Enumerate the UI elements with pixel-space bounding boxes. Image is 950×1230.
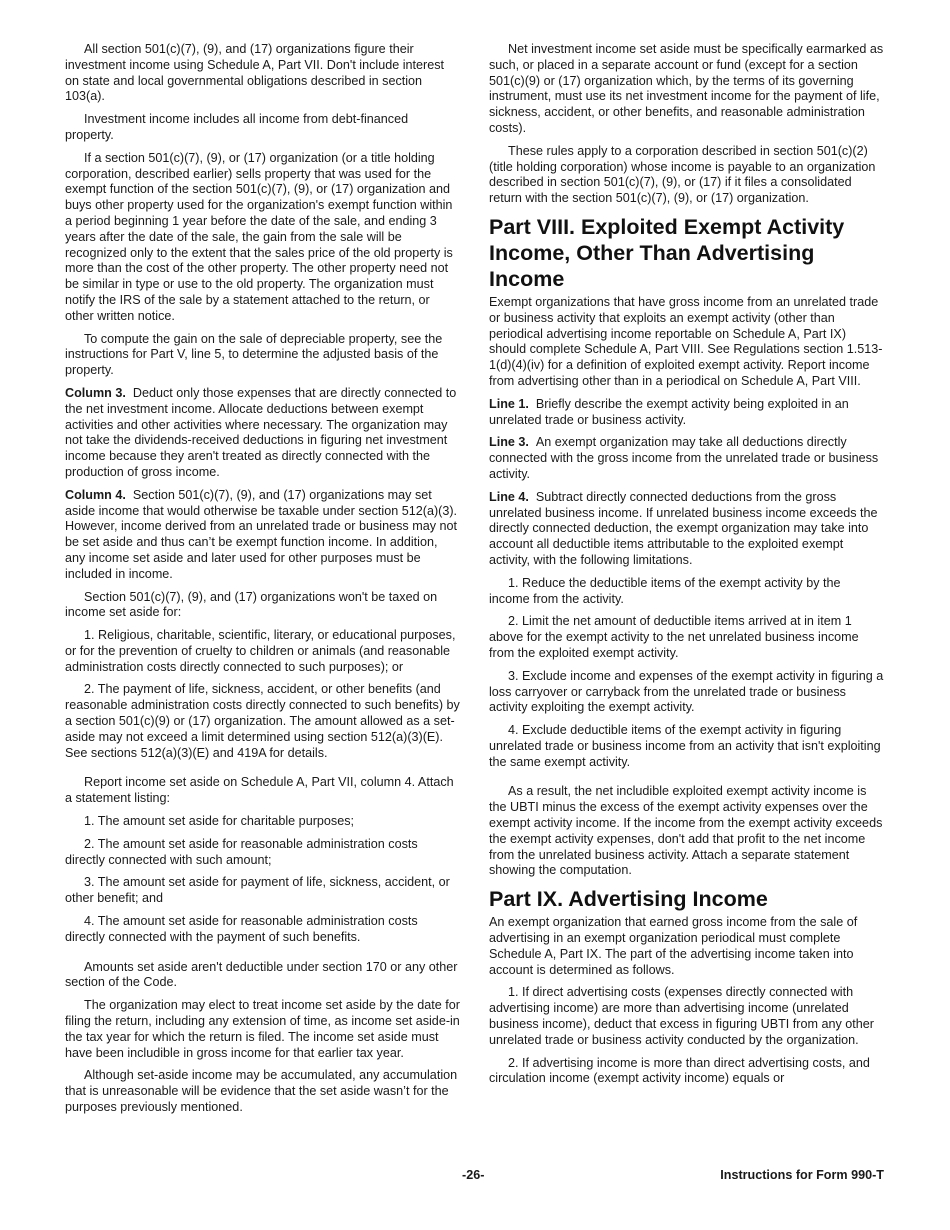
line-4-paragraph (489, 490, 884, 569)
list-item: 1. Religious, charitable, scientific, literary, or educational purposes, or for the prevention of cruelty to children or animals (and reasonable administration costs directly connected to such purposes); or (65, 628, 456, 674)
line-1-label: Line 1. (489, 396, 529, 411)
line-4-label: Line 4. (489, 489, 529, 504)
paragraph: Section 501(c)(7), (9), and (17) organizations won't be taxed on income set aside for: (65, 589, 438, 620)
list-item: 2. The payment of life, sickness, accident, or other benefits (and reasonable administration costs directly connected to such benefits) by a section 501(c)(9) or (17) organization. The amount allowed as a set-aside may not exceed a limit determined using section 512(a)(3)(E). See sections 512(a)(3)(E) and 419A for details. (65, 682, 460, 760)
list-item: 2. If advertising income is more than direct advertising costs, and circulation income (exempt activity income) equals or (489, 1055, 870, 1086)
list-item: 1. If direct advertising costs (expenses directly connected with advertising income) are more than advertising income (unrelated business income), deduct that excess in figuring UBTI from any other unrelated trade or business activity conducted by the organization. (489, 985, 874, 1047)
column-4-text: Section 501(c)(7), (9), and (17) organizations may set aside income that would otherwise be taxable under section 512(a)(3). However, income derived from an unrelated trade or business may not be set aside and thus can’t be exempt function income. In addition, any income set aside and later used for other purposes must be included in income. (65, 487, 458, 581)
paragraph: If a section 501(c)(7), (9), or (17) organization (or a title holding corporation, described earlier) sells property that was used for the exempt function of the section 501(c)(7), (9), or (17) organization and buys other property used for the organization's exempt function within a period beginning 1 year before the date of the sale, and ending 3 years after the date of the sale, the gain from the sale will be recognized only to the extent that the sales price of the old property is more than the cost of the other property. The other property need not be similar in type or use to the old property. The organization must notify the IRS of the sale by a statement attached to the return, or other written notice. (65, 150, 453, 323)
list-item: 2. The amount set aside for reasonable administration costs directly connected with such amount; (65, 836, 418, 867)
paragraph: All section 501(c)(7), (9), and (17) organizations figure their investment income using Schedule A, Part VII. Don't include interest on state and local governmental obligations described in section 103(a). (65, 42, 445, 104)
left-column (65, 42, 460, 1123)
part-ix-intro: An exempt organization that earned gross income from the sale of advertising in an exempt organization periodical must complete Schedule A, Part IX. The part of the advertising income taken into account is determined as follows. (489, 915, 858, 977)
column-3-label: Column 3. (65, 385, 126, 400)
paragraph: Net investment income set aside must be specifically earmarked as such, or placed in a separate account or fund (except for a section 501(c)(9) or (17) organization which, by the terms of its governing instrument, must use its net investment income for the payment of life, sickness, accident, or other benefits, and reasonable administration costs). (489, 42, 884, 135)
right-column (489, 42, 884, 1094)
part-viii-heading: Part VIII. Exploited Exempt Activity Income, Other Than Advertising Income (489, 214, 845, 291)
column-3-paragraph (65, 386, 460, 481)
list-item: 1. The amount set aside for charitable purposes; (84, 814, 354, 829)
part-viii-intro: Exempt organizations that have gross income from an unrelated trade or business activity that exploits an exempt activity (other than periodical advertising income reportable on Schedule A, Part IX) should complete Schedule A, Part VIII. See Regulations section 1.513-1(d)(4)(iv) for a definition of exploited exempt activity. Report income from advertising other than in a periodical on Schedule A, Part VIII. (489, 294, 883, 388)
list-item: 4. Exclude deductible items of the exempt activity in figuring unrelated trade or business income from an activity that isn't exploiting the same exempt activity. (489, 723, 881, 769)
paragraph: Amounts set aside aren't deductible under section 170 or any other section of the Code. (65, 959, 458, 990)
list-item: 3. The amount set aside for payment of life, sickness, accident, or other benefit; and (65, 875, 450, 906)
form-name: Instructions for Form 990-T (720, 1168, 884, 1182)
list-item: 2. Limit the net amount of deductible items arrived at in item 1 above for the exempt activity to the net unrelated business income from the exploited exempt activity. (489, 614, 859, 660)
paragraph: As a result, the net includible exploited exempt activity income is the UBTI minus the excess of the exempt activity expenses over the exempt activity income. If the income from the exempt activity exceeds the exempt activity expenses, don't add that profit to the net income from the unrelated business activity. Attach a separate statement showing the computation. (489, 784, 883, 878)
line-1-paragraph (489, 397, 884, 429)
column-4-paragraph (65, 488, 460, 583)
list-item: 3. Exclude income and expenses of the exempt activity in figuring a loss carryover or carryback from the unrelated trade or business activity exploiting the exempt activity. (489, 668, 884, 715)
paragraph: Investment income includes all income from debt-financed property. (65, 112, 409, 142)
paragraph: Although set-aside income may be accumulated, any accumulation that is unreasonable will be evidence that the set aside wasn’t for the purposes previously mentioned. (65, 1068, 458, 1115)
paragraph: The organization may elect to treat income set aside by the date for filing the return, including any extension of time, as income set aside-in the tax year for which the return is filed. The income set aside must have been includible in gross income for that earlier tax year. (65, 998, 460, 1060)
column-4-label: Column 4. (65, 487, 126, 502)
list-item: 4. The amount set aside for reasonable administration costs directly connected with the payment of such benefits. (65, 914, 418, 944)
line-1-text: Briefly describe the exempt activity being exploited in an unrelated trade or business activity. (489, 396, 849, 427)
paragraph: To compute the gain on the sale of depreciable property, see the instructions for Part V, line 5, to determine the adjusted basis of the property. (65, 331, 443, 378)
paragraph: These rules apply to a corporation described in section 501(c)(2) (title holding corporation) whose income is payable to an organization described in section 501(c)(7), (9), or (17) if it files a consolidated return with the section 501(c)(7), (9), or (17) organization. (489, 143, 876, 206)
line-3-paragraph (489, 435, 884, 482)
line-3-text: An exempt organization may take all deductions directly connected with the gross income from the unrelated trade or business activity. (489, 435, 879, 481)
line-3-label: Line 3. (489, 435, 529, 450)
page-number: -26- (462, 1168, 485, 1182)
column-3-text: Deduct only those expenses that are directly connected to the net investment income. Allocate deductions between exempt activities and other activities where necessary. The organization may not take the dividends-received deductions in figuring net investment income because they aren't treated as directly connected with the production of gross income. (65, 385, 457, 479)
paragraph: Report income set aside on Schedule A, Part VII, column 4. Attach a statement listing: (65, 775, 454, 806)
line-4-text: Subtract directly connected deductions from the gross unrelated business income. If unrelated business income exceeds the directly connected deduction, the exempt organization may take into account all deductible items attributable to the exploited exempt activity, with the following limitations. (489, 489, 878, 567)
part-ix-heading: Part IX. Advertising Income (489, 887, 768, 912)
list-item: 1. Reduce the deductible items of the exempt activity by the income from the activity. (489, 575, 841, 606)
